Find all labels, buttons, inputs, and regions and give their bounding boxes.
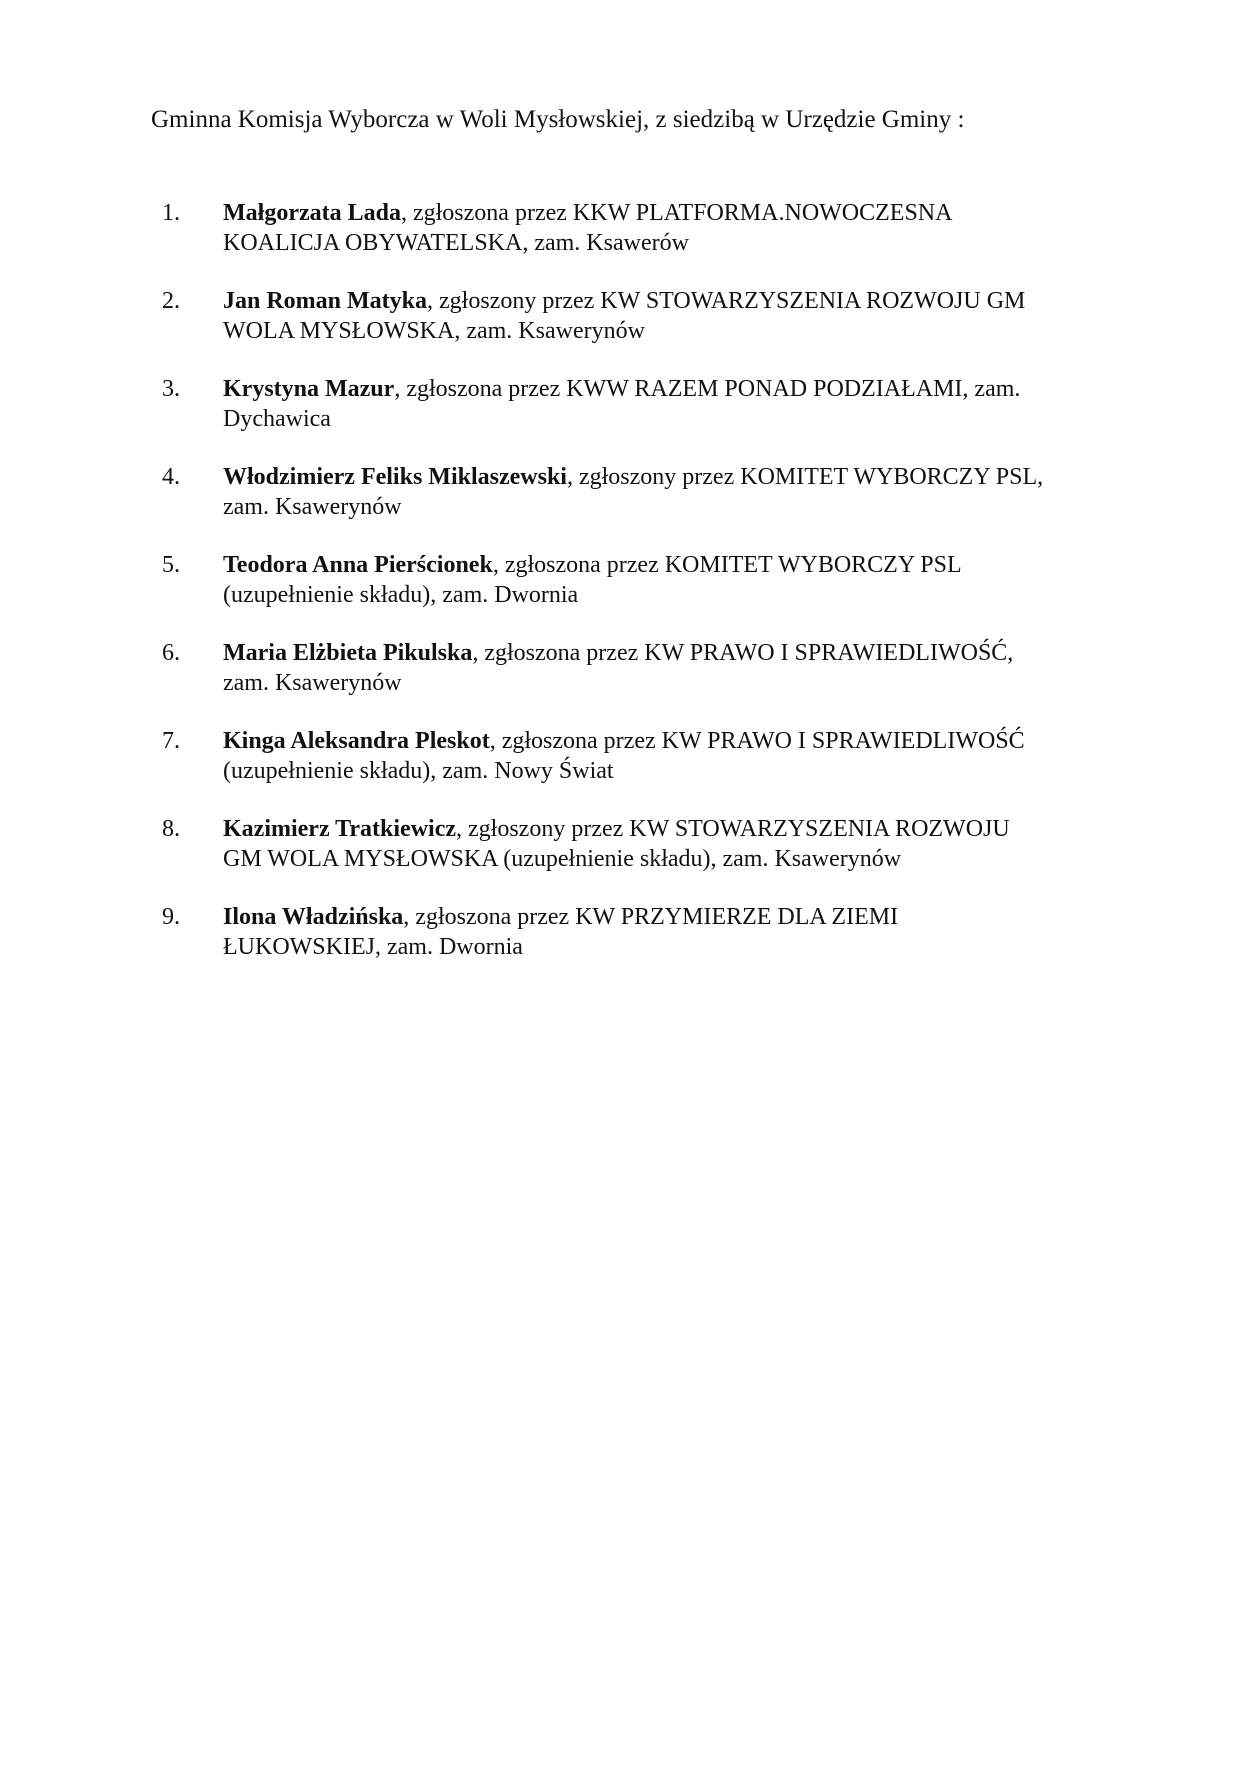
member-details-line2: GM WOLA MYSŁOWSKA (uzupełnienie składu), zam. Ksawerynów <box>223 846 902 872</box>
item-text <box>223 726 1103 786</box>
item-text <box>223 374 1103 434</box>
member-details-line2: zam. Ksawerynów <box>223 670 402 696</box>
member-details: , zgłoszona przez KWW RAZEM PONAD PODZIAŁAMI, zam. <box>394 376 1021 402</box>
item-number: 3. <box>162 376 180 402</box>
member-name: Maria Elżbieta Pikulska <box>223 640 473 666</box>
item-text <box>223 286 1103 346</box>
member-details: , zgłoszona przez KW PRAWO I SPRAWIEDLIWOŚĆ, <box>472 640 1014 666</box>
item-number: 1. <box>162 200 180 226</box>
member-details: , zgłoszona przez KKW PLATFORMA.NOWOCZESNA <box>400 200 953 226</box>
member-details: , zgłoszony przez KW STOWARZYSZENIA ROZWOJU GM <box>427 288 1026 314</box>
list-item <box>0 814 1260 902</box>
list-item <box>0 286 1260 374</box>
item-number: 8. <box>162 816 180 842</box>
item-text <box>223 550 1103 610</box>
list-item <box>0 374 1260 462</box>
member-details-line2: Dychawica <box>223 406 331 432</box>
item-number: 2. <box>162 288 180 314</box>
member-name: Jan Roman Matyka <box>223 288 428 314</box>
member-details: , zgłoszona przez KW PRZYMIERZE DLA ZIEMI <box>403 904 899 930</box>
member-list <box>0 198 1260 990</box>
list-item <box>0 902 1260 990</box>
member-details: , zgłoszony przez KOMITET WYBORCZY PSL, <box>566 464 1044 490</box>
member-details: , zgłoszona przez KW PRAWO I SPRAWIEDLIWOŚĆ <box>489 728 1025 754</box>
list-item <box>0 462 1260 550</box>
member-details: , zgłoszony przez KW STOWARZYSZENIA ROZWOJU <box>456 816 1010 842</box>
list-item <box>0 550 1260 638</box>
member-details-line2: (uzupełnienie składu), zam. Nowy Świat <box>223 758 614 784</box>
member-details-line2: zam. Ksawerynów <box>223 494 402 520</box>
list-item <box>0 198 1260 286</box>
member-details-line2: KOALICJA OBYWATELSKA, zam. Ksawerów <box>223 230 689 256</box>
member-details-line2: ŁUKOWSKIEJ, zam. Dwornia <box>223 934 523 960</box>
member-name: Ilona Władzińska <box>223 904 404 930</box>
member-details-line2: WOLA MYSŁOWSKA, zam. Ksawerynów <box>223 318 645 344</box>
list-item <box>0 638 1260 726</box>
member-name: Kinga Aleksandra Pleskot <box>223 728 490 754</box>
item-number: 4. <box>162 464 180 490</box>
member-details-line2: (uzupełnienie składu), zam. Dwornia <box>223 582 579 608</box>
item-text <box>223 198 1103 258</box>
member-details: , zgłoszona przez KOMITET WYBORCZY PSL <box>492 552 962 578</box>
item-text <box>223 902 1103 962</box>
list-item <box>0 726 1260 814</box>
member-name: Kazimierz Tratkiewicz <box>223 816 457 842</box>
member-name: Małgorzata Lada <box>223 200 401 226</box>
item-text <box>223 814 1103 874</box>
item-text <box>223 638 1103 698</box>
member-name: Teodora Anna Pierścionek <box>223 552 493 578</box>
member-name: Krystyna Mazur <box>223 376 395 402</box>
item-text <box>223 462 1103 522</box>
document-heading: Gminna Komisja Wyborcza w Woli Mysłowskiej, z siedzibą w Urzędzie Gminy : <box>151 106 965 133</box>
member-name: Włodzimierz Feliks Miklaszewski <box>223 464 567 490</box>
item-number: 7. <box>162 728 180 754</box>
item-number: 9. <box>162 904 180 930</box>
item-number: 5. <box>162 552 180 578</box>
item-number: 6. <box>162 640 180 666</box>
